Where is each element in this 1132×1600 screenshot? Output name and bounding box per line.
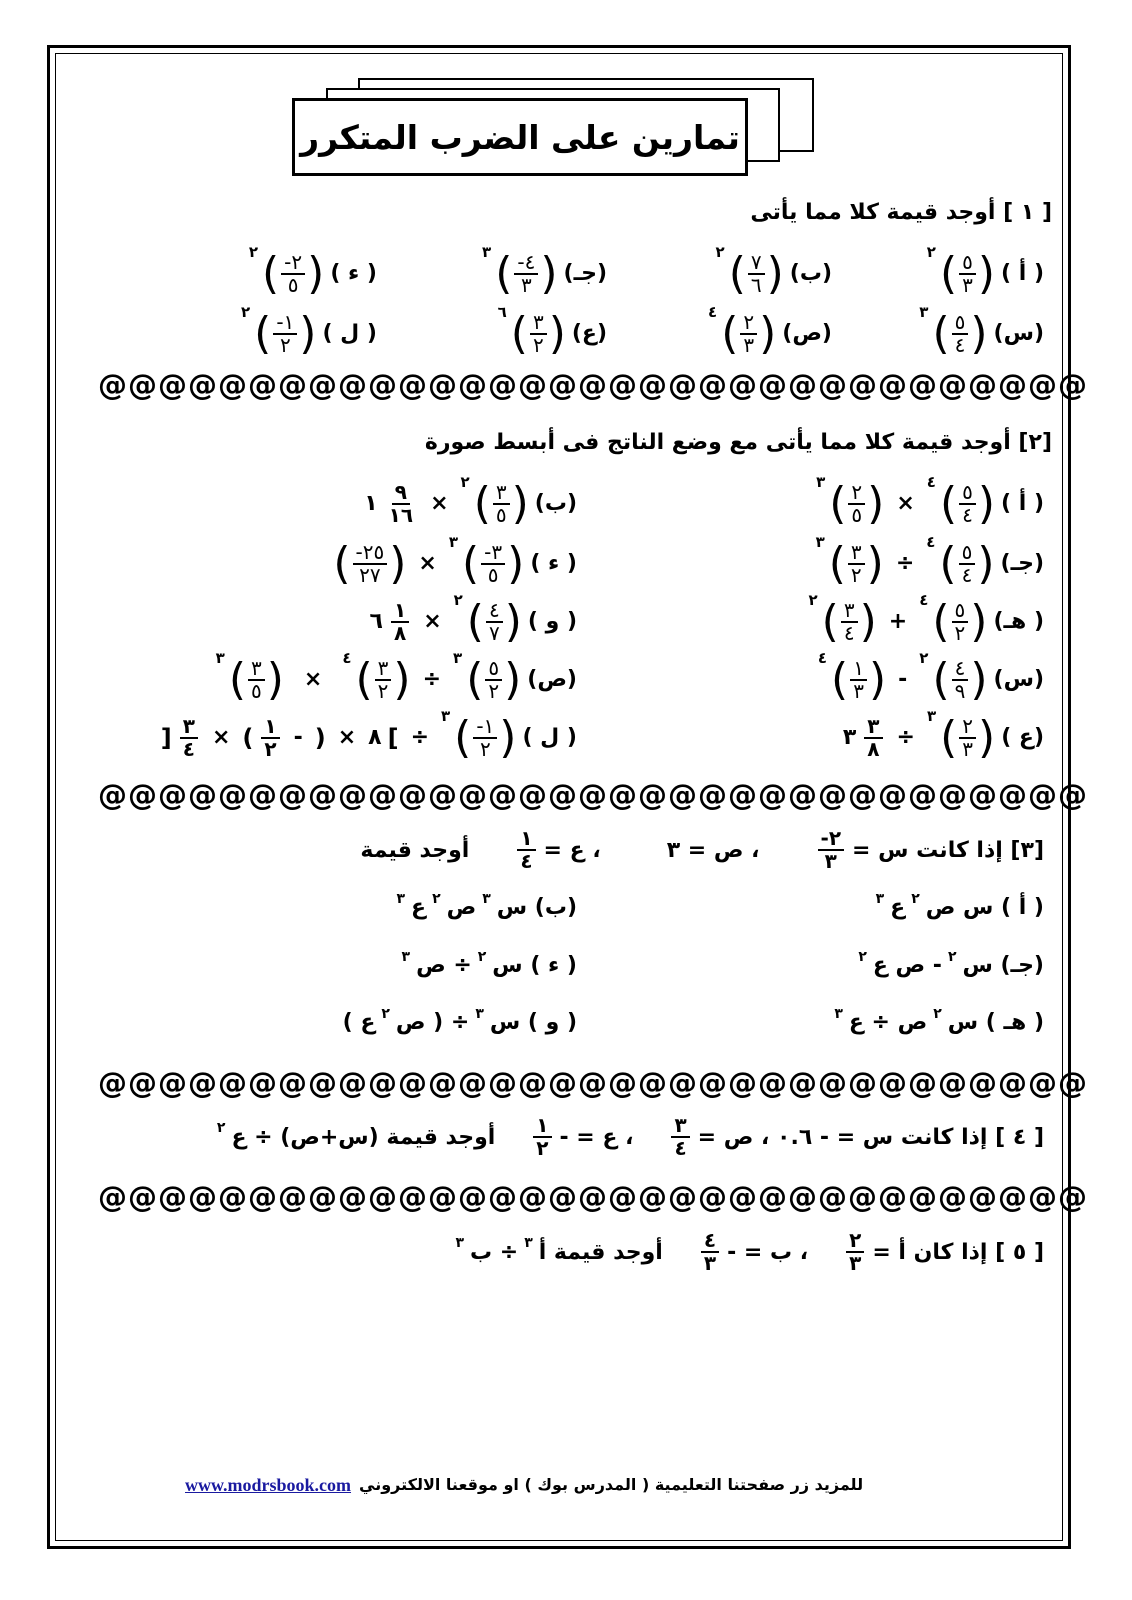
q2-item-label: (س) bbox=[993, 667, 1044, 692]
denominator: ٢ bbox=[532, 332, 544, 357]
q3-y-value: ، ص = ٣ bbox=[666, 837, 760, 863]
exponent: ٢ bbox=[248, 242, 258, 261]
numerator: ٢ bbox=[959, 716, 976, 739]
denominator: ٢٧ bbox=[359, 562, 381, 587]
fraction bbox=[514, 249, 538, 297]
q3-item-text: ع bbox=[411, 895, 427, 920]
q3-item-text: ÷ ص bbox=[416, 953, 472, 978]
paren-group: ( $\frac{٥}{٤}$ ) bbox=[939, 538, 995, 589]
q3-item-text: (ب) س bbox=[496, 895, 577, 920]
q3-item-text: ( أ ) س ص bbox=[925, 895, 1044, 920]
numerator: ١ bbox=[533, 1115, 551, 1138]
paren-group: ( $\frac{٢٥-}{٢٧}$ ) bbox=[333, 538, 407, 589]
fraction bbox=[353, 539, 388, 587]
paren-group: ( $\frac{٣}{٢}$ ) bbox=[355, 654, 411, 705]
q3-item-text: ع bbox=[890, 895, 906, 920]
exponent: ٣ bbox=[215, 648, 225, 667]
q4-text: أوجد قيمة (س+ص) ÷ ع bbox=[231, 1124, 496, 1150]
paren-group: ( $\frac{٢}{٣}$ ) bbox=[940, 712, 996, 763]
exponent: ٣ bbox=[448, 532, 458, 551]
numerator: ٣ bbox=[248, 658, 265, 681]
exponent: ٣ bbox=[441, 706, 451, 725]
q5-text: أوجد قيمة أ bbox=[538, 1239, 663, 1265]
q2-item-p bbox=[215, 648, 577, 705]
q1-item-label: ( أ ) bbox=[1001, 261, 1044, 286]
q2-item-label: ( ء ) bbox=[530, 551, 577, 576]
q2-item-e bbox=[842, 706, 1044, 763]
q1-item-c bbox=[482, 242, 607, 299]
denominator: ٣ bbox=[743, 332, 755, 357]
denominator: ٢ bbox=[279, 332, 291, 357]
fraction bbox=[486, 597, 503, 645]
fraction bbox=[671, 1115, 689, 1159]
denominator: ٤ bbox=[962, 502, 973, 527]
fraction bbox=[481, 539, 505, 587]
q3-item-text: ÷ ( ص bbox=[395, 1010, 470, 1035]
q3-z-label: ، ع = bbox=[543, 837, 601, 863]
bracket-close: [ bbox=[160, 723, 172, 752]
denominator: ٣ bbox=[520, 272, 532, 297]
denominator: ٢ bbox=[264, 736, 277, 761]
denominator: ٧ bbox=[488, 620, 500, 645]
q4-text: [ ٤ ] إذا كانت س = - ٠.٦ ، ص = bbox=[697, 1124, 1044, 1150]
exponent: ٣ bbox=[875, 890, 885, 907]
paren-group: ( $\frac{٣}{٢}$ ) bbox=[510, 308, 566, 359]
separator-1: @@@@@@@@@@@@@@@@@@@@@@@@@@@@@@@@@ bbox=[98, 368, 1088, 402]
minus-operator: - bbox=[898, 667, 908, 692]
q2-item-label: ( ل ) bbox=[522, 725, 577, 750]
numerator: ٩ bbox=[392, 482, 410, 505]
denominator: ٤ bbox=[182, 736, 195, 761]
denominator: ٥ bbox=[250, 678, 262, 703]
fraction bbox=[952, 655, 969, 703]
q2-item-w bbox=[369, 590, 577, 647]
fraction bbox=[485, 655, 502, 703]
fraction bbox=[517, 828, 535, 872]
fraction bbox=[959, 249, 976, 297]
numerator: ٧ bbox=[748, 252, 765, 275]
fraction bbox=[493, 479, 510, 527]
q3-find-text: أوجد قيمة bbox=[360, 837, 470, 863]
numerator: ٣ bbox=[375, 658, 392, 681]
denominator: ٨ bbox=[867, 736, 880, 761]
divide-operator: ÷ bbox=[895, 551, 915, 576]
website-link[interactable]: www.modrsbook.com bbox=[185, 1475, 352, 1495]
denominator: ٣ bbox=[962, 736, 974, 761]
paren-group: ( $\frac{٢}{٣}$ ) bbox=[721, 308, 777, 359]
exponent: ٣ bbox=[453, 648, 463, 667]
exponent: ٢ bbox=[381, 1005, 390, 1022]
exponent: ٤ bbox=[708, 302, 718, 321]
denominator: ٣ bbox=[853, 678, 864, 703]
q2-item-h bbox=[808, 590, 1044, 647]
whole-number: ١ bbox=[364, 491, 378, 516]
numerator: ٢- bbox=[281, 252, 305, 275]
fraction bbox=[850, 655, 867, 703]
fraction bbox=[952, 309, 969, 357]
denominator: ٨ bbox=[393, 620, 407, 645]
numerator: ٣ bbox=[841, 600, 858, 623]
q2-item-label: (ب) bbox=[534, 491, 577, 516]
q4-text: ، ع = - bbox=[559, 1124, 634, 1150]
bracket-open: ] bbox=[387, 723, 399, 752]
exponent: ٣ bbox=[401, 948, 411, 965]
denominator: ٦ bbox=[750, 272, 762, 297]
divide-operator: ÷ bbox=[422, 667, 442, 692]
denominator: ٢ bbox=[536, 1136, 549, 1160]
numerator: ٣ bbox=[493, 482, 510, 505]
exponent: ٣ bbox=[524, 1235, 533, 1251]
denominator: ٥ bbox=[287, 272, 299, 297]
q1-header: [ ١ ] أوجد قيمة كلا مما يأتى bbox=[750, 200, 1052, 225]
numerator: ٣ bbox=[530, 312, 547, 335]
q1-item-label: ( ل ) bbox=[322, 321, 377, 346]
q1-item-label: (ع) bbox=[571, 321, 607, 346]
numerator: ٥ bbox=[959, 482, 976, 505]
numerator: ٤ bbox=[952, 658, 969, 681]
denominator: ٤ bbox=[961, 562, 973, 587]
numerator: ١ bbox=[261, 716, 279, 739]
paren-group: ( $\frac{٥}{٤}$ ) bbox=[939, 478, 996, 529]
numerator: ١ bbox=[391, 600, 409, 623]
whole-number: ٣ bbox=[842, 725, 857, 750]
numerator: ٣ bbox=[864, 716, 882, 739]
times-operator: × bbox=[303, 667, 323, 692]
q2-item-label: ( هـ) bbox=[993, 609, 1044, 634]
exponent: ٢ bbox=[808, 590, 818, 609]
whole-number: ٨ bbox=[368, 725, 382, 750]
paren-group: ( $\frac{١-}{٢}$ ) bbox=[454, 712, 517, 763]
exponent: ٢ bbox=[453, 590, 463, 609]
fraction bbox=[959, 539, 976, 587]
exponent: ٢ bbox=[926, 242, 936, 261]
q3-item-text: ص bbox=[446, 895, 477, 920]
whole-number: ٦ bbox=[369, 609, 383, 634]
paren-group: ( $\frac{٥}{٣}$ ) bbox=[939, 248, 996, 299]
q1-item-b bbox=[715, 242, 832, 299]
q1-item-d bbox=[248, 242, 377, 299]
fraction bbox=[180, 713, 198, 761]
fraction bbox=[375, 655, 392, 703]
denominator: ٤ bbox=[674, 1136, 687, 1160]
exponent: ٤ bbox=[342, 648, 352, 667]
paren-close: ) bbox=[242, 723, 254, 752]
numerator: ١ bbox=[850, 658, 867, 681]
separator-4: @@@@@@@@@@@@@@@@@@@@@@@@@@@@@@@@@ bbox=[98, 1180, 1088, 1214]
divide-operator: ÷ bbox=[896, 725, 915, 750]
times-operator: × bbox=[418, 551, 437, 576]
paren-group: ( $\frac{٣}{٤}$ ) bbox=[821, 596, 877, 647]
paren-open: ( bbox=[314, 723, 326, 752]
q1-item-label: (ب) bbox=[789, 261, 832, 286]
numerator: ٥ bbox=[952, 600, 969, 623]
fraction bbox=[386, 479, 416, 527]
q2-item-s bbox=[817, 648, 1044, 705]
times-operator: × bbox=[337, 725, 357, 750]
numerator: ٢ bbox=[848, 482, 865, 505]
exponent: ٢ bbox=[460, 472, 470, 491]
fraction bbox=[846, 1230, 864, 1274]
denominator: ٩ bbox=[954, 678, 966, 703]
fraction bbox=[473, 713, 497, 761]
fraction bbox=[740, 309, 757, 357]
numerator: ٥ bbox=[959, 252, 976, 275]
q1-item-s bbox=[919, 302, 1044, 359]
q2-item-label: (ع ) bbox=[1001, 725, 1044, 750]
separator-2: @@@@@@@@@@@@@@@@@@@@@@@@@@@@@@@@@ bbox=[98, 778, 1088, 812]
exponent: ٣ bbox=[475, 1005, 484, 1022]
numerator: ٥ bbox=[485, 658, 502, 681]
denominator: ٢ bbox=[377, 678, 389, 703]
separator-3: @@@@@@@@@@@@@@@@@@@@@@@@@@@@@@@@@ bbox=[98, 1066, 1088, 1100]
minus-operator: - bbox=[293, 725, 303, 750]
numerator: ١- bbox=[273, 312, 297, 335]
numerator: ٣ bbox=[671, 1115, 689, 1138]
denominator: ٥ bbox=[487, 562, 499, 587]
exponent: ٢ bbox=[911, 890, 920, 907]
exponent: ٣ bbox=[816, 472, 826, 491]
fraction bbox=[848, 479, 865, 527]
q3-item-a bbox=[875, 890, 1044, 920]
exponent: ٢ bbox=[477, 948, 487, 965]
denominator: ٣ bbox=[962, 272, 973, 297]
fraction bbox=[248, 655, 265, 703]
q1-item-label: (جـ) bbox=[563, 261, 607, 286]
numerator: ٥ bbox=[952, 312, 969, 335]
paren-group: ( $\frac{٣}{٥}$ ) bbox=[473, 478, 529, 529]
q3-item-text: ص ÷ ع bbox=[848, 1010, 928, 1035]
paren-group: ( $\frac{٣}{٢}$ ) bbox=[828, 538, 884, 589]
exponent: ٢ bbox=[715, 242, 725, 261]
fraction bbox=[959, 479, 976, 527]
numerator: ١ bbox=[517, 828, 535, 851]
denominator: ٤ bbox=[520, 849, 533, 873]
q3-item-text: ع ) bbox=[342, 1010, 376, 1035]
fraction bbox=[533, 1115, 551, 1159]
q5-statement bbox=[455, 1230, 1044, 1274]
exponent: ٤ bbox=[919, 590, 929, 609]
paren-group: ( $\frac{٣-}{٥}$ ) bbox=[462, 538, 525, 589]
exponent: ٣ bbox=[815, 532, 825, 551]
denominator: ١٦ bbox=[388, 502, 414, 527]
plus-operator: + bbox=[888, 609, 908, 634]
q2-item-d bbox=[333, 532, 577, 589]
q3-item-c bbox=[858, 948, 1044, 978]
numerator: ٥ bbox=[959, 542, 976, 565]
exponent: ٢ bbox=[933, 1005, 942, 1022]
exponent: ٢ bbox=[947, 948, 957, 965]
q3-item-text: - ص ع bbox=[872, 953, 942, 978]
paren-group: ( $\frac{٥}{٢}$ ) bbox=[932, 596, 988, 647]
fraction bbox=[701, 1230, 719, 1274]
q2-item-label: ( و ) bbox=[527, 609, 577, 634]
denominator: ٥ bbox=[851, 502, 863, 527]
denominator: ٢ bbox=[850, 562, 862, 587]
times-operator: × bbox=[896, 491, 915, 516]
exponent: ٦ bbox=[497, 302, 507, 321]
numerator: ١- bbox=[473, 716, 497, 739]
numerator: ٣ bbox=[180, 716, 198, 739]
q3-header-text: [٣] إذا كانت س = bbox=[852, 837, 1044, 863]
q2-header: [٢] أوجد قيمة كلا مما يأتى مع وضع الناتج فى أبسط صورة bbox=[424, 430, 1052, 455]
exponent: ٢ bbox=[241, 302, 251, 321]
exponent: ٤ bbox=[926, 532, 936, 551]
q5-text: [ ٥ ] إذا كان أ = bbox=[872, 1239, 1044, 1265]
denominator: ٤ bbox=[843, 620, 855, 645]
q3-item-text: ( ء ) س bbox=[492, 953, 577, 978]
exponent: ٢ bbox=[216, 1120, 226, 1136]
exponent: ٣ bbox=[926, 706, 937, 725]
q1-item-label: ( ء ) bbox=[330, 261, 377, 286]
footer-text: للمزيد زر صفحتنا التعليمية ( المدرس بوك ) او موقعنا الالكتروني bbox=[359, 1475, 864, 1494]
q3-item-text: (جـ) س bbox=[962, 953, 1044, 978]
fraction bbox=[864, 713, 882, 761]
fraction bbox=[848, 539, 865, 587]
denominator: ٢ bbox=[479, 736, 491, 761]
q3-item-text: ( هـ ) س bbox=[947, 1010, 1044, 1035]
q4-statement bbox=[217, 1115, 1044, 1159]
exponent: ٢ bbox=[432, 890, 441, 907]
times-operator: × bbox=[211, 725, 231, 750]
denominator: ٣ bbox=[703, 1251, 717, 1275]
q3-header bbox=[360, 828, 1044, 872]
numerator: ٢٥- bbox=[353, 542, 388, 565]
paren-group: ( $\frac{١-}{٢}$ ) bbox=[254, 308, 317, 359]
q3-item-b bbox=[396, 890, 577, 920]
q2-item-a bbox=[816, 472, 1044, 529]
denominator: ٥ bbox=[495, 502, 507, 527]
numerator: ٢ bbox=[846, 1230, 864, 1253]
fraction bbox=[530, 309, 547, 357]
q1-item-label: (س) bbox=[993, 321, 1044, 346]
times-operator: × bbox=[423, 609, 442, 634]
fraction bbox=[952, 597, 969, 645]
q1-item-e bbox=[497, 302, 607, 359]
numerator: ٣ bbox=[848, 542, 865, 565]
q3-item-d bbox=[401, 948, 577, 978]
fraction bbox=[841, 597, 858, 645]
numerator: ٤ bbox=[701, 1230, 719, 1253]
exponent: ٣ bbox=[834, 1005, 843, 1022]
paren-group: ( $\frac{٢-}{٥}$ ) bbox=[262, 248, 325, 299]
q2-item-label: ( أ ) bbox=[1001, 491, 1044, 516]
fraction bbox=[273, 309, 297, 357]
q3-item-text: ( و ) س bbox=[489, 1010, 577, 1035]
fraction bbox=[748, 249, 765, 297]
numerator: ٤- bbox=[514, 252, 538, 275]
paren-group: ( $\frac{٤-}{٣}$ ) bbox=[495, 248, 558, 299]
numerator: ٤ bbox=[486, 600, 503, 623]
footer bbox=[185, 1475, 945, 1496]
fraction bbox=[281, 249, 305, 297]
q5-text: ÷ ب bbox=[469, 1239, 519, 1265]
paren-group: ( $\frac{٣}{٥}$ ) bbox=[228, 654, 284, 705]
paren-group: ( $\frac{٤}{٩}$ ) bbox=[932, 654, 988, 705]
q2-item-label: (ص) bbox=[527, 667, 577, 692]
exponent: ٣ bbox=[482, 890, 491, 907]
exponent: ٣ bbox=[482, 242, 492, 261]
times-operator: × bbox=[430, 491, 449, 516]
fraction bbox=[959, 713, 976, 761]
paren-group: ( $\frac{١}{٣}$ ) bbox=[831, 654, 887, 705]
numerator: ٢- bbox=[818, 828, 845, 851]
q2-item-l bbox=[160, 706, 577, 763]
exponent: ٢ bbox=[919, 648, 929, 667]
paren-group: ( $\frac{٢}{٥}$ ) bbox=[829, 478, 885, 529]
fraction bbox=[391, 597, 409, 645]
numerator: ٣- bbox=[481, 542, 505, 565]
exponent: ٣ bbox=[455, 1235, 464, 1251]
denominator: ٣ bbox=[824, 849, 837, 873]
q2-item-label: (جـ) bbox=[1000, 551, 1044, 576]
fraction bbox=[261, 713, 279, 761]
q5-text: ، ب = - bbox=[727, 1239, 809, 1265]
exponent: ٣ bbox=[919, 302, 929, 321]
paren-group: ( $\frac{٥}{٤}$ ) bbox=[932, 308, 988, 359]
exponent: ٣ bbox=[396, 890, 406, 907]
q2-item-c bbox=[815, 532, 1044, 589]
q3-item-h bbox=[834, 1005, 1044, 1035]
page-title bbox=[292, 98, 748, 176]
paren-group: ( $\frac{٧}{٦}$ ) bbox=[728, 248, 784, 299]
paren-group: ( $\frac{٤}{٧}$ ) bbox=[466, 596, 522, 647]
denominator: ٤ bbox=[954, 332, 966, 357]
exponent: ٢ bbox=[858, 948, 867, 965]
q2-item-b bbox=[364, 472, 577, 529]
q3-item-w bbox=[342, 1005, 577, 1035]
page-title-text: تمارين على الضرب المتكرر bbox=[300, 117, 740, 157]
q1-item-label: (ص) bbox=[782, 321, 832, 346]
q1-item-a bbox=[926, 242, 1044, 299]
fraction bbox=[818, 828, 845, 872]
paren-group: ( $\frac{٥}{٢}$ ) bbox=[466, 654, 522, 705]
q1-item-p bbox=[708, 302, 832, 359]
q1-item-l bbox=[241, 302, 377, 359]
denominator: ٢ bbox=[954, 620, 966, 645]
numerator: ٢ bbox=[740, 312, 757, 335]
exponent: ٤ bbox=[817, 648, 828, 667]
divide-operator: ÷ bbox=[410, 725, 429, 750]
denominator: ٣ bbox=[849, 1251, 862, 1275]
exponent: ٤ bbox=[926, 472, 936, 491]
denominator: ٢ bbox=[488, 678, 500, 703]
